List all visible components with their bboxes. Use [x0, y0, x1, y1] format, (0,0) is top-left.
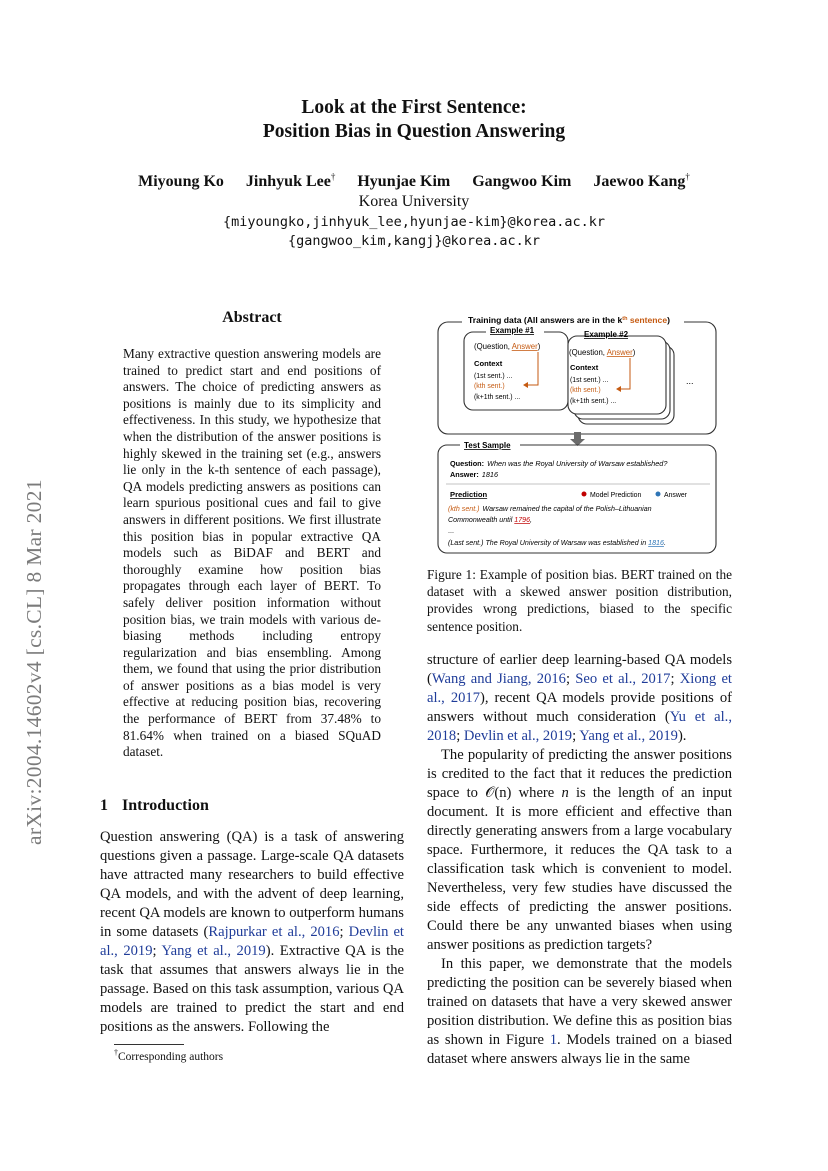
training-label: Training data (All answers are in the $k^{th}$ sentence): [468, 315, 670, 325]
sentence-k-plus-1: (k+1th sent.) ...: [474, 394, 521, 401]
footnote-text: Corresponding authors: [118, 1050, 224, 1063]
text-run: . Models trained on a biased dataset where answers always lie in the same: [427, 1032, 732, 1067]
author: Hyunjae Kim: [357, 173, 451, 191]
footnote: [114, 1048, 223, 1063]
text-run: ;: [152, 943, 162, 959]
affiliation: Korea University: [358, 193, 470, 210]
test-answer: Answer: 1816: [450, 470, 499, 479]
figure-position-bias: [434, 312, 734, 562]
text-run: ;: [565, 671, 576, 687]
citation-link[interactable]: Xiong et al., 2017: [427, 671, 732, 706]
text-run: ). Extractive QA is the task that assumes that answers always lie in the passage. Based on this task assumption, various QA models are trained to predict the start and end positions as the answers. Following the: [100, 943, 404, 1035]
prediction-last-sentence: (Last sent.) The Royal University of Warsaw was established in 1816.: [448, 539, 666, 547]
text-run: ;: [670, 671, 680, 687]
answer-legend-dot: [656, 492, 661, 497]
footnote-rule: [114, 1044, 184, 1045]
author: Jaewoo Kang: [593, 173, 686, 191]
citation-link[interactable]: Yang et al., 2019: [579, 728, 678, 744]
test-question: Question: When was the Royal University of Warsaw established?: [450, 459, 668, 468]
section-number: 1: [100, 797, 108, 814]
figure-ref-link[interactable]: 1: [549, 1032, 557, 1048]
citation-link[interactable]: Devlin et al., 2019: [463, 728, 573, 744]
prediction-label: Prediction: [450, 490, 488, 499]
text-run: In this paper, we demonstrate that the models predicting the position can be severely biased when trained on datasets that have a very skewed answer position distribution. We define this as position bias as shown in Figure: [427, 956, 732, 1048]
paragraph: [427, 651, 732, 746]
intro-paragraph: [100, 828, 404, 1037]
email-line2[interactable]: {gangwoo_kim,kangj}@korea.ac.kr: [288, 233, 540, 249]
example1-label: Example #1: [490, 326, 535, 335]
text-run: structure of earlier deep learning-based QA models (: [427, 652, 732, 687]
author: Gangwoo Kim: [472, 173, 572, 191]
legend-model-prediction: Model Prediction: [590, 492, 642, 499]
citation-link[interactable]: Wang and Jiang, 2016: [431, 671, 566, 687]
text-run: ), recent QA models provide positions of answers without much consideration (: [427, 690, 732, 725]
citation-link[interactable]: Yang et al., 2019: [161, 943, 266, 959]
section-title: Introduction: [122, 797, 209, 814]
question-answer-pair: (Question, Answer): [569, 348, 636, 357]
sentence-k-plus-1: (k+1th sent.) ...: [570, 398, 617, 405]
more-examples: ...: [686, 376, 694, 386]
text-run: The popularity of predicting the answer positions is credited to the fact that it reduces the prediction space to: [427, 747, 732, 801]
sentence-k: (kth sent.): [474, 383, 505, 390]
section-heading: [100, 797, 209, 815]
footnote-mark: †: [114, 1048, 118, 1057]
citation-link[interactable]: Seo et al., 2017: [575, 671, 671, 687]
context-label: Context: [570, 363, 599, 372]
paragraph: [427, 955, 732, 1069]
text-run: ).: [677, 728, 687, 744]
text-run: where: [511, 785, 562, 801]
author: Jinhyuk Lee: [245, 173, 331, 191]
author-wrap: [246, 173, 335, 190]
math-n: n: [561, 785, 569, 801]
email-line1[interactable]: {miyoungko,jinhyuk_lee,hyunjae-kim}@korea.ac.kr: [222, 214, 605, 230]
figure-caption: Figure 1: Example of position bias. BERT trained on the dataset with a skewed answer position distribution, provides wrong predictions, biased to the specific sentence position.: [427, 567, 732, 634]
prediction-sentence-k: (kth sent.) Warsaw remained the capital of the Polish–Lithuanian: [448, 505, 652, 513]
author: Miyoung Ko: [138, 173, 224, 191]
context-label: Context: [474, 359, 503, 368]
text-run: Question answering (QA) is a task of answering questions given a passage. Large-scale QA datasets have attracted many researchers to build effective QA models, and with the advent of deep learning, recent QA models are known to outperform humans in some datasets (: [100, 829, 404, 940]
prediction-ellipsis: ...: [448, 527, 454, 535]
down-arrow-stem: [574, 432, 581, 439]
math-big-o: 𝒪(n): [485, 785, 512, 801]
author-wrap: [593, 173, 690, 190]
text-run: ;: [572, 728, 580, 744]
arxiv-stamp: arXiv:2004.14602v4 [cs.CL] 8 Mar 2021: [22, 479, 46, 845]
abstract-text: Many extractive question answering models are trained to predict start and end positions of answers. The choice of predicting answers as positions is mainly due to its simplicity and effectiveness. In this study, we hypothesize that when the distribution of the answer positions is highly skewed in the training set (e.g., answers lie only in the k-th sentence of each passage), QA models predicting answers as positions can learn spurious positional cues and fail to give answers in different positions. We first illustrate this position bias in popular extractive QA models such as BiDAF and BERT and thoroughly examine how position bias propagates through each layer of BERT. To safely deliver position information without position bias, we train models with various de-biasing methods including entropy regularization and bias ensembling. Among them, we found that using the prior distribution of answer positions as a bias model is very effective at reducing position bias, recovering the performance of BERT from 37.48% to 81.64% when trained on a biased SQuAD dataset.: [123, 346, 381, 760]
model-prediction-legend-dot: [582, 492, 587, 497]
author-mark: †: [685, 172, 690, 182]
sentence-first: (1st sent.) ...: [474, 373, 513, 380]
sentence-k: (kth sent.): [570, 387, 601, 394]
legend-answer: Answer: [664, 492, 687, 499]
citation-link[interactable]: Rajpurkar et al., 2016: [208, 924, 340, 940]
author-list: [0, 172, 828, 191]
right-column-text: [427, 651, 732, 1069]
abstract-heading: Abstract: [222, 309, 282, 326]
text-run: ;: [456, 728, 464, 744]
prediction-sentence-k-cont: Commonwealth until 1796,: [448, 516, 533, 524]
example2-label: Example #2: [584, 330, 629, 339]
paper-title-line2: Position Bias in Question Answering: [262, 121, 566, 142]
text-run: ;: [339, 924, 349, 940]
citation-link[interactable]: Devlin et al., 2019: [100, 924, 404, 959]
author-mark: †: [330, 172, 336, 182]
question-answer-pair: (Question, Answer): [474, 342, 541, 351]
citation-link[interactable]: Yu et al., 2018: [427, 709, 732, 744]
text-run: is the length of an input document. It is more efficient and effective than directly generating answers from a large vocabulary space. Furthermore, it reduces the QA task to a classification task which is convenient to model. Nevertheless, very few studies have discussed the side effects of predicting the answer positions. Could there be any unwanted biases when using answer positions as prediction targets?: [427, 785, 732, 953]
paragraph: [427, 746, 732, 955]
sentence-first: (1st sent.) ...: [570, 377, 609, 384]
paper-title-line1: Look at the First Sentence:: [301, 97, 527, 118]
test-label: Test Sample: [464, 441, 511, 450]
